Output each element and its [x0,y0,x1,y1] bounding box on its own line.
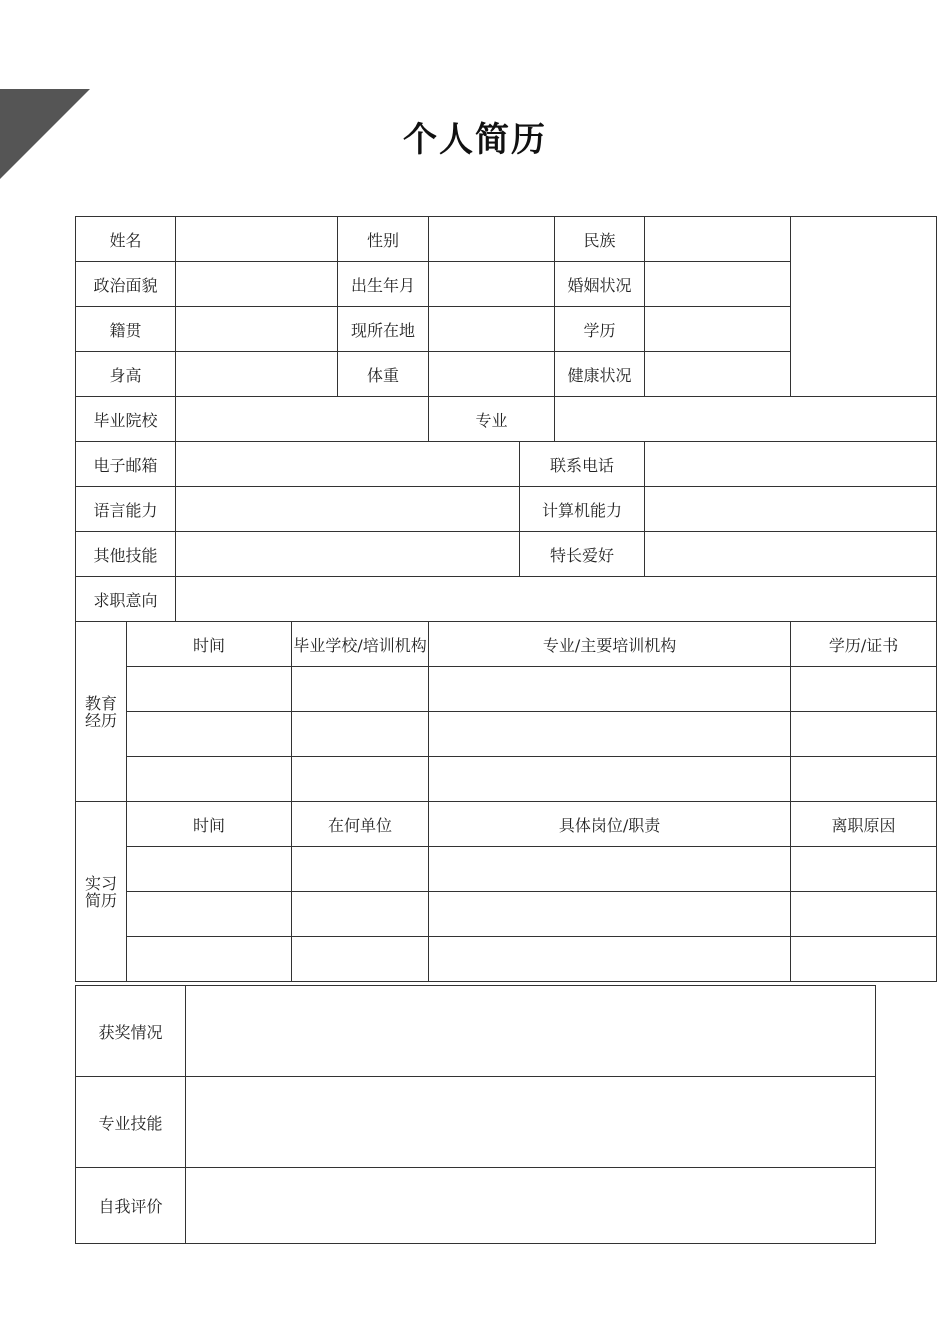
field-native-place[interactable] [176,307,338,352]
edu-row [76,712,937,757]
label-phone: 联系电话 [520,442,645,487]
label-self-eval: 自我评价 [76,1168,186,1244]
intern-cell-time[interactable] [127,847,292,892]
intern-cell-company[interactable] [292,937,429,982]
label-computer: 计算机能力 [520,487,645,532]
intern-cell-reason[interactable] [791,892,937,937]
intern-cell-position[interactable] [429,892,791,937]
photo-box[interactable] [791,217,937,397]
label-education-text: 教育经历 [84,693,117,730]
resume-main-table [75,216,937,982]
edu-row [76,757,937,802]
edu-header-school: 毕业学校/培训机构 [292,622,429,667]
label-name: 姓名 [76,217,176,262]
edu-cell-school[interactable] [292,667,429,712]
field-political-status[interactable] [176,262,338,307]
intern-cell-time[interactable] [127,892,292,937]
label-marital-status: 婚姻状况 [555,262,645,307]
field-ethnicity[interactable] [645,217,791,262]
edu-header-degree: 学历/证书 [791,622,937,667]
field-birth-date[interactable] [429,262,555,307]
field-school[interactable] [176,397,429,442]
field-pro-skills[interactable] [186,1077,876,1168]
field-language[interactable] [176,487,520,532]
label-education [76,622,127,802]
field-weight[interactable] [429,352,555,397]
edu-cell-time[interactable] [127,667,292,712]
label-native-place: 籍贯 [76,307,176,352]
intern-cell-time[interactable] [127,937,292,982]
edu-cell-time[interactable] [127,757,292,802]
label-political-status: 政治面貌 [76,262,176,307]
intern-cell-reason[interactable] [791,937,937,982]
label-language: 语言能力 [76,487,176,532]
label-hobbies: 特长爱好 [520,532,645,577]
field-name[interactable] [176,217,338,262]
label-other-skills: 其他技能 [76,532,176,577]
field-email[interactable] [176,442,520,487]
label-internship [76,802,127,982]
field-major[interactable] [555,397,937,442]
intern-cell-company[interactable] [292,892,429,937]
field-hobbies[interactable] [645,532,937,577]
label-height: 身高 [76,352,176,397]
label-gender: 性别 [338,217,429,262]
label-education-level: 学历 [555,307,645,352]
label-major: 专业 [429,397,555,442]
label-current-location: 现所在地 [338,307,429,352]
intern-cell-position[interactable] [429,847,791,892]
field-education-level[interactable] [645,307,791,352]
edu-cell-degree[interactable] [791,712,937,757]
intern-header-position: 具体岗位/职责 [429,802,791,847]
resume-summary-table [75,985,876,1244]
label-birth-date: 出生年月 [338,262,429,307]
page-title: 个人简历 [403,120,547,160]
label-job-intent: 求职意向 [76,577,176,622]
label-pro-skills: 专业技能 [76,1077,186,1168]
label-health: 健康状况 [555,352,645,397]
label-awards: 获奖情况 [76,986,186,1077]
edu-cell-major[interactable] [429,757,791,802]
label-school: 毕业院校 [76,397,176,442]
edu-cell-major[interactable] [429,712,791,757]
field-awards[interactable] [186,986,876,1077]
intern-cell-company[interactable] [292,847,429,892]
intern-row [76,892,937,937]
field-other-skills[interactable] [176,532,520,577]
edu-cell-major[interactable] [429,667,791,712]
label-ethnicity: 民族 [555,217,645,262]
field-phone[interactable] [645,442,937,487]
field-current-location[interactable] [429,307,555,352]
label-weight: 体重 [338,352,429,397]
intern-row [76,937,937,982]
edu-cell-time[interactable] [127,712,292,757]
field-computer[interactable] [645,487,937,532]
intern-row [76,847,937,892]
field-height[interactable] [176,352,338,397]
edu-cell-school[interactable] [292,712,429,757]
edu-cell-school[interactable] [292,757,429,802]
edu-cell-degree[interactable] [791,757,937,802]
intern-cell-reason[interactable] [791,847,937,892]
field-health[interactable] [645,352,791,397]
intern-header-reason: 离职原因 [791,802,937,847]
field-job-intent[interactable] [176,577,937,622]
edu-header-time: 时间 [127,622,292,667]
edu-row [76,667,937,712]
field-marital-status[interactable] [645,262,791,307]
intern-header-company: 在何单位 [292,802,429,847]
intern-cell-position[interactable] [429,937,791,982]
edu-cell-degree[interactable] [791,667,937,712]
intern-header-time: 时间 [127,802,292,847]
label-email: 电子邮箱 [76,442,176,487]
label-internship-text: 实习简历 [84,873,117,910]
field-gender[interactable] [429,217,555,262]
field-self-eval[interactable] [186,1168,876,1244]
edu-header-major: 专业/主要培训机构 [429,622,791,667]
